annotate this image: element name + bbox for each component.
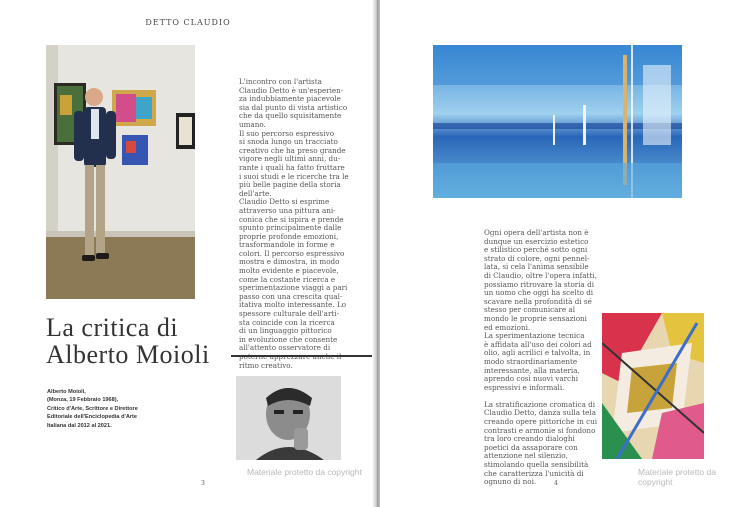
critic-bio: Alberto Moioli, (Monza, 19 Febbraio 1968), Critico d'Arte, Scrittore e Direttore Editoriale dell'Enciclopedia d'Arte Italiana dal 2012 al 2021. (47, 389, 138, 429)
right-page (380, 0, 751, 507)
page-number-right: 4 (554, 480, 558, 487)
critic-portrait (236, 376, 341, 460)
article-column-right: Ogni opera dell'artista non è dunque un esercizio estetico e stilistico perché sotto ogni strato di colore, ogni pennel- lata, si cela l'anima sensibile di Claudio, oltre l'opera infatti, possiamo ritrovare la storia di un uomo che oggi ha scelto di scavare nella profondità di sé stesso per comunicare al mondo le proprie sensazioni ed emozioni. La sperimentazione tecnica è affidata all'uso dei colori ad olio, agli acrilici e talvolta, in modo straordinariamente interessante, alla materia, aprendo così nuovi varchi espressivi e informali. La stratificazione cromatica di Claudio Detto, danza sulla tela creando opere pittoriche in cui contrasti e armonie si fondono tra loro creando dialoghi poetici da assaporare con attenzione nel silenzio, stimolando quella sensibilità che caratterizza l'unicità di ognuno di noi. (484, 228, 598, 487)
copyright-watermark-left: Materiale protetto da copyright (247, 467, 362, 477)
painting-blue-abstract (433, 45, 682, 198)
copyright-watermark-right: Materiale protetto da copyright (638, 467, 716, 487)
page-number-left: 3 (201, 480, 205, 487)
running-header: DETTO CLAUDIO (145, 18, 231, 27)
title-divider (231, 355, 376, 357)
painting-geometric (602, 313, 704, 459)
article-column-left: L'incontro con l'artista Claudio Detto è un'esperien- za indubbiamente piacevole sia dal punto di vista artistico che da quello squisitamente umano. Il suo percorso espressivo si snoda lungo un tracciato creativo che ha preso grande vigore negli ultimi anni, du- rante i quali ha fatto fruttare i suoi studi e le ricerche tra le più belle pagine della storia dell'arte. Claudio Detto si esprime attraverso una pittura ani- conica che si ispira e prende spunto principalmente dalle proprie profonde emozioni, trasformandole in forme e colori. Il percorso espressivo mostra e dimostra, in modo molto evidente e piacevole, come la costante ricerca e sperimentazione viaggi a pari passo con una crescita qual- itativa molto interessante. Lo spessore culturale dell'arti- sta coincide con la ricerca di un linguaggio pittorico in evoluzione che consente all'attento osservatore di ritmo creativo. (239, 77, 349, 370)
article-title: La critica di Alberto Moioli (46, 313, 210, 369)
artist-photo (46, 45, 195, 299)
